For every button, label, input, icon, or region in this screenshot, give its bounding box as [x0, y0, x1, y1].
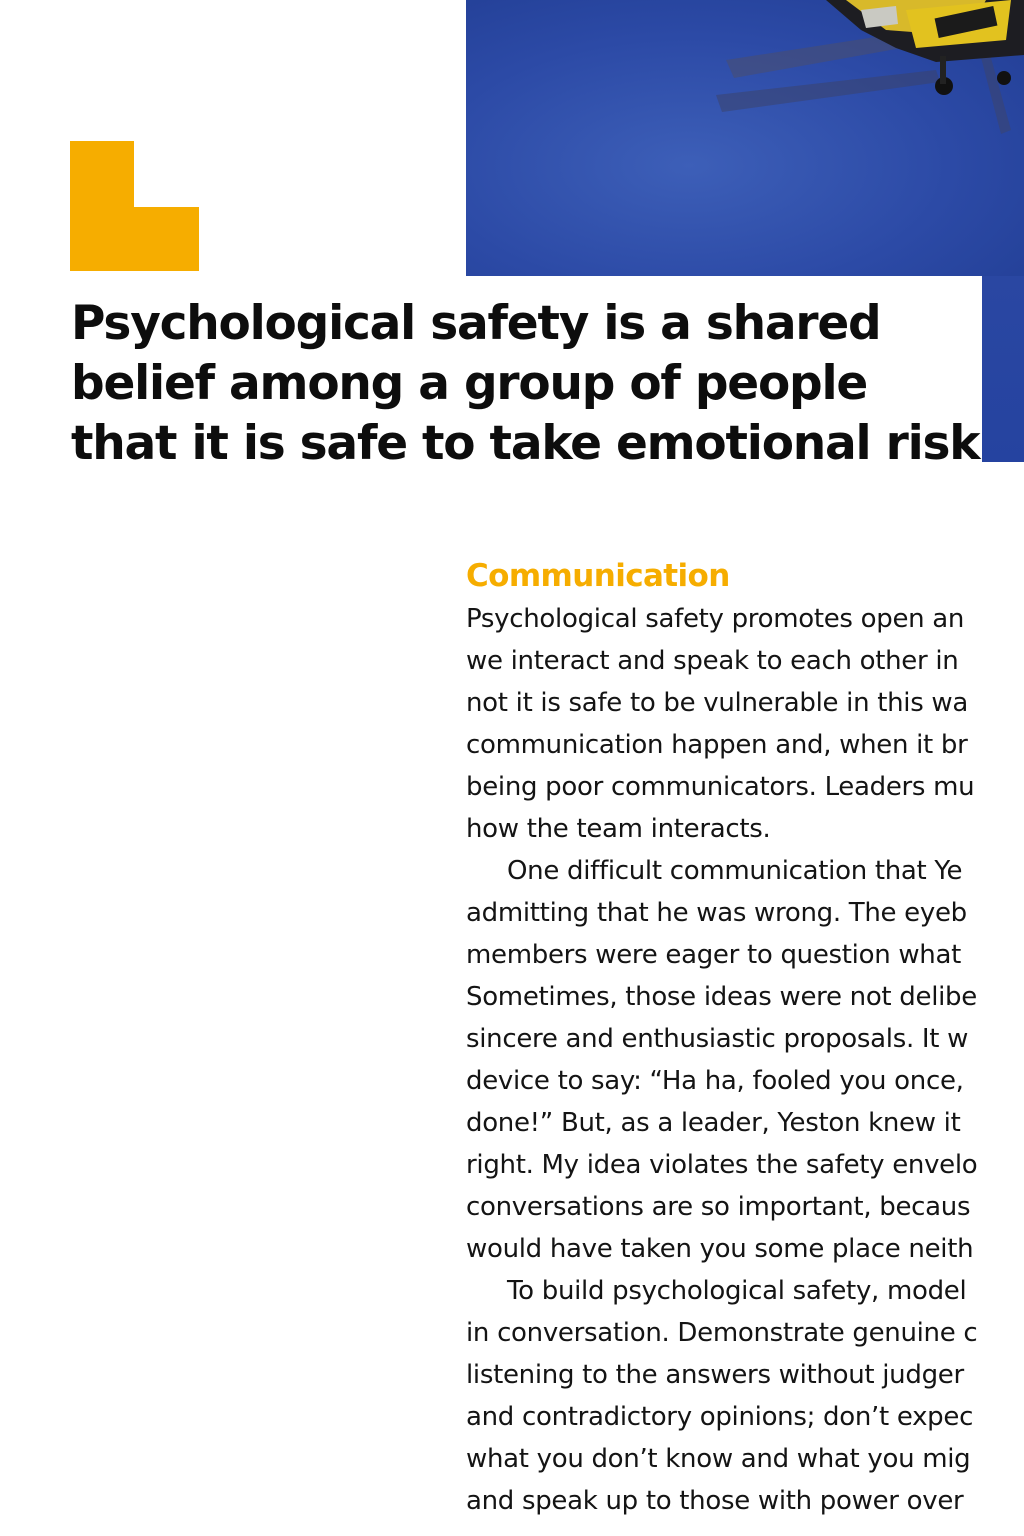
headline-line: Psychological safety is a shared [71, 296, 881, 351]
body-line: Psychological safety promotes open an [466, 604, 965, 634]
headline-line: that it is safe to take emotional risk [71, 416, 980, 471]
body-line: One difficult communication that Ye [507, 856, 963, 886]
body-line: not it is safe to be vulnerable in this wa [466, 688, 969, 718]
body-line: and contradictory opinions; don’t expec [466, 1402, 974, 1432]
body-line: would have taken you some place neith [466, 1234, 974, 1264]
body-line: conversations are so important, becaus [466, 1192, 971, 1222]
helicopter-illustration [466, 0, 1024, 276]
body-line: communication happen and, when it br [466, 730, 968, 760]
body-line: in conversation. Demonstrate genuine c [466, 1318, 978, 1348]
body-line: admitting that he was wrong. The eyeb [466, 898, 967, 928]
headline-line: belief among a group of people [71, 356, 868, 411]
yellow-l-accent [70, 141, 199, 271]
body-line: right. My idea violates the safety envelo [466, 1150, 978, 1180]
body-line: being poor communicators. Leaders mu [466, 772, 975, 802]
body-line: what you don’t know and what you mig [466, 1444, 971, 1474]
section-heading: Communication [466, 558, 730, 594]
body-line: To build psychological safety, model [507, 1276, 967, 1306]
photo-edge [982, 276, 1024, 462]
body-line: how the team interacts. [466, 814, 771, 844]
body-text [466, 598, 1024, 1522]
body-line: members were eager to question what [466, 940, 962, 970]
body-line: Sometimes, those ideas were not delibe [466, 982, 977, 1012]
body-line: done!” But, as a leader, Yeston knew it [466, 1108, 961, 1138]
helicopter-photo [466, 0, 1024, 276]
body-line: listening to the answers without judger [466, 1360, 964, 1390]
headline [71, 294, 980, 474]
body-line: we interact and speak to each other in [466, 646, 959, 676]
body-line: and speak up to those with power over [466, 1486, 964, 1516]
body-line: sincere and enthusiastic proposals. It w [466, 1024, 969, 1054]
body-line: device to say: “Ha ha, fooled you once, [466, 1066, 964, 1096]
